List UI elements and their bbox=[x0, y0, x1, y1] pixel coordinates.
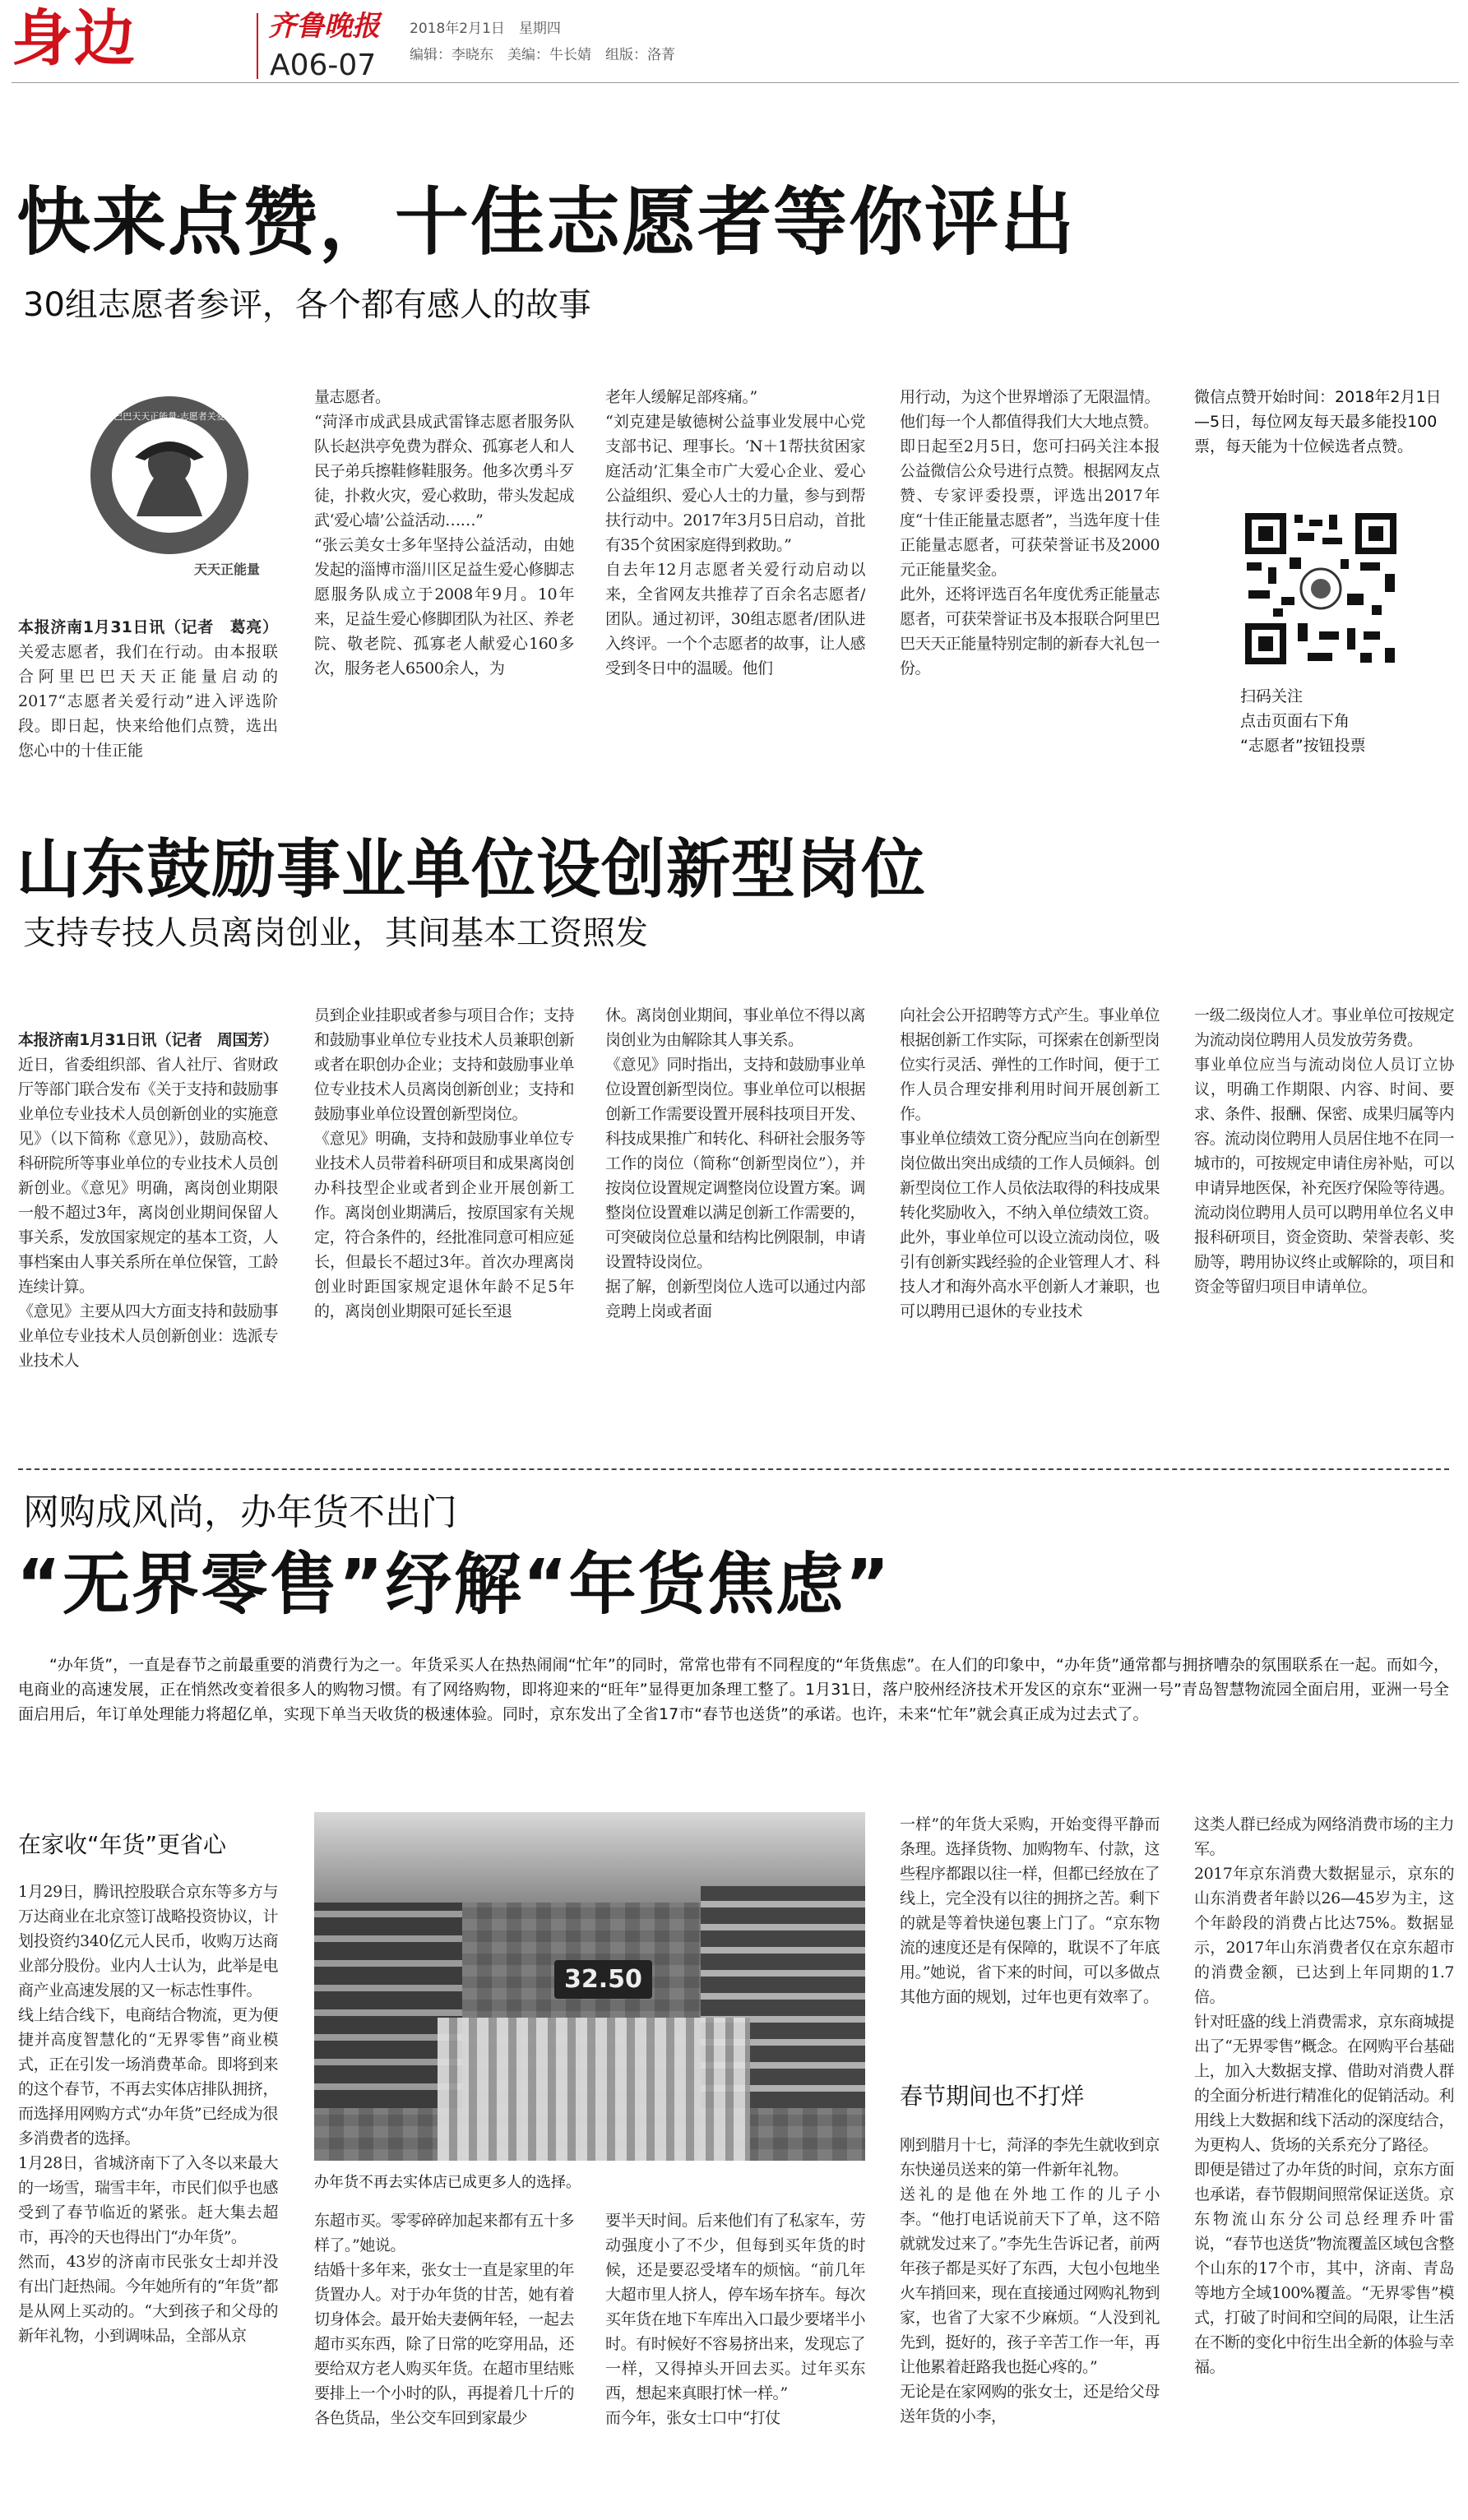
article1-col1 bbox=[18, 590, 278, 853]
paper-logo: 齐鲁晚报 bbox=[268, 10, 380, 43]
article2-col1 bbox=[18, 1003, 278, 1431]
vote-schedule: 微信点赞开始时间：2018年2月1日—5日，每位网友每天最多能投100票，每天能为十位候选者点赞。 bbox=[1194, 388, 1442, 455]
article3-intro: “办年货”，一直是春节之前最重要的消费行为之一。年货采买人在热热闹闹“忙年”的同时，常常也带有不同程度的“年货焦虑”。在人们的印象中，“办年货”通常都与拥挤嘈杂的氛围联系在一起。而如今，电商业的高速发展，正在悄然改变着很多人的购物习惯。有了网络购物，即将迎来的“旺年”显得更加条理工整了。1月31日，落户胶州经济技术开发区的京东“亚洲一号”青岛智慧物流园全面启用，亚洲一号全面启用后，年订单处理能力将超亿单，实现下单当天收货的极速体验。同时，京东发出了全省17市“春节也送货”的承诺。也许，未来“忙年”就会真正成为过去式了。 bbox=[18, 1656, 1449, 1723]
article1-subtitle: 30组志愿者参评，各个都有感人的故事 bbox=[23, 286, 591, 324]
article3-col3: 要半天时间。后来他们有了私家车，劳动强度小了不少，但每到买年货的时候，还是要忍受堵车的烦恼。“前几年大超市里人挤人，停车场车挤车。每次买年货在地下车库出入口最少要堵半小时。有时候好不容易挤出来，发现忘了一样，又得掉头开回去买。过年买东西，想起来真眼打怵一样。” 而今年，张女士口中“打仗 bbox=[605, 2212, 865, 2427]
article2-lead: 本报济南1月31日讯（记者 周国芳） bbox=[18, 1031, 278, 1049]
section-title: 身边 bbox=[12, 3, 137, 74]
article2-col5: 一级二级岗位人才。事业单位可按规定为流动岗位聘用人员发放劳务费。 事业单位应当与流动岗位人员订立协议，明确工作期限、内容、时间、要求、条件、报酬、保密、成果归属等内容。流动岗位聘用人员居住地不在同一城市的，可按规定申请住房补贴，可以申请异地医保，补充医疗保险等待遇。流动岗位聘用人员可以聘用单位名义申报科研项目，资金资助、荣誉表彰、奖励等，聘用协议终止或解除的，项目和资金等留归项目申请单位。 bbox=[1194, 1006, 1454, 1296]
qr-code-icon bbox=[1240, 508, 1401, 669]
issue-date: 2018年2月1日 星期四 bbox=[410, 21, 561, 37]
article3-col4: 一样”的年货大采购，开始变得平静而条理。选择货物、加购物车、付款，这些程序都跟以往一样，但都已经放在了线上，完全没有以往的拥挤之苦。剩下的就是等着快递包裹上门了。“京东物流的速度还是有保障的，耽误不了年底用。”她说，省下来的时间，可以多做点其他方面的规划，过年也更有效率了。 bbox=[900, 1815, 1160, 2006]
page-number: A06-07 bbox=[270, 49, 377, 82]
article1-headline: 快来点赞，十佳志愿者等你评出 bbox=[16, 179, 1076, 266]
article3-col2: 东超市买。零零碎碎加起来都有五十多样了。”她说。 结婚十多年来，张女士一直是家里的年货置办人。对于办年货的甘苦，她有着切身体会。最开始夫妻俩年轻，一起去超市买东西，除了日常的吃穿用品，还要给双方老人购买年货。在超市里结账要排上一个小时的队，再提着几十斤的各色货品，坐公交车回到家最少 bbox=[314, 2212, 574, 2427]
article1-lead: 本报济南1月31日讯（记者 葛亮） bbox=[18, 618, 278, 636]
article2-subtitle: 支持专技人员离岗创业，其间基本工资照发 bbox=[23, 914, 648, 952]
article3-kicker: 网购成风尚，办年货不出门 bbox=[23, 1491, 457, 1533]
photo-counter bbox=[438, 2018, 750, 2161]
masthead-divider bbox=[257, 13, 258, 79]
article3-col4b: 刚到腊月十七，菏泽的李先生就收到京东快递员送来的第一件新年礼物。 送礼的是他在外地工作的儿子小李。“他打电话说前天下了单，这不陪就就发过来了。”李先生告诉记者，前两年孩子都是买好了东西，大包小包地坐火车捎回来，现在直接通过网购礼物到家，也省了大家不少麻烦。“人没到礼先到，挺好的，孩子辛苦工作一年，再让他累着赶路我也挺心疼的。” 无论是在家网购的张女士，还是给父母送年货的小李， bbox=[900, 2136, 1160, 2425]
qr-code bbox=[1240, 508, 1401, 669]
photo-caption: 办年货不再去实体店已成更多人的选择。 bbox=[314, 2174, 581, 2191]
masthead-rule bbox=[12, 82, 1459, 83]
photo-price-sign: 32.50 bbox=[554, 1960, 652, 1999]
article3-col5: 这类人群已经成为网络消费市场的主力军。 2017年京东消费大数据显示，京东的山东消费者年龄以26—45岁为主，这个年龄段的消费占比达75%。数据显示，2017年山东消费者仅在京东超市的消费金额，已达到上年同期的1.7倍。 针对旺盛的线上消费需求，京东商城提出了“无界零售”概念。在网购平台基础上，加入大数据支撑、借助对消费人群的全面分析进行精准化的促销活动。利用线上大数据和线下活动的深度结合，为更构人、货场的关系充分了路径。 即便是错过了办年货的时间，京东方面也承诺，春节假期间照常保证送货。京东物流山东分公司总经理乔叶雷说，“春节也送货”物流覆盖区域包含整个山东的17个市，其中，济南、青岛等地方全域100%覆盖。“无界零售”模式，打破了时间和空间的局限，让生活在不断的变化中衍生出全新的体验与幸福。 bbox=[1194, 1815, 1454, 2376]
qr-caption: 扫码关注 点击页面右下角 “志愿者”按钮投票 bbox=[1240, 687, 1366, 755]
volunteer-logo bbox=[71, 385, 268, 582]
divider-2 bbox=[18, 1468, 1449, 1470]
article1-col4: 用行动，为这个世界增添了无限温情。他们每一个人都值得我们大大地点赞。 即日起至2月5日，您可扫码关注本报公益微信公众号进行点赞。根据网友点赞、专家评委投票，评选出2017年度“十佳正能量志愿者”，当选年度十佳正能量志愿者，可获荣誉证书及2000元正能量奖金。 此外，还将评选百名年度优秀正能量志愿者，可获荣誉证书及本报联合阿里巴巴天天正能量特别定制的新春大礼包一份。 bbox=[900, 388, 1160, 677]
article2-headline: 山东鼓励事业单位设创新型岗位 bbox=[16, 833, 927, 907]
article2-col3: 休。离岗创业期间，事业单位不得以离岗创业为由解除其人事关系。 《意见》同时指出，支持和鼓励事业单位设置创新型岗位。事业单位可以根据创新工作需要设置开展科技项目开发、科技成果推广和转化、科研社会服务等工作的岗位（简称“创新型岗位”），并按岗位设置规定调整岗位设置方案。调整岗位设置难以满足创新工作需要的，可突破岗位总量和结构比例限制，申请设置特设岗位。 据了解，创新型岗位人选可以通过内部竞聘上岗或者面 bbox=[605, 1006, 865, 1320]
article1-col1-text: 关爱志愿者，我们在行动。由本报联合阿里巴巴天天正能量启动的2017“志愿者关爱行动”进入评选阶段。即日起，快来给他们点赞，选出您心中的十佳正能 bbox=[18, 643, 278, 760]
article2-col2: 员到企业挂职或者参与项目合作；支持和鼓励事业单位专业技术人员兼职创新或者在职创办企业；支持和鼓励事业单位专业技术人员离岗创新创业；支持和鼓励事业单位设置创新型岗位。 《意见》明确，支持和鼓励事业单位专业技术人员带着科研项目和成果离岗创办科技型企业或者到企业开展创新工作。离岗创业期满后，按原国家有关规定，符合条件的，经批准同意可相应延长，但最长不超过3年。首次办理离岗创业时距国家规定退休年龄不足5年的，离岗创业期限可延长至退 bbox=[314, 1006, 574, 1320]
article2-col4: 向社会公开招聘等方式产生。事业单位根据创新工作实际，可探索在创新型岗位实行灵活、弹性的工作时间，便于工作人员合理安排利用时间开展创新工作。 事业单位绩效工资分配应当向在创新型岗位做出突出成绩的工作人员倾斜。创新型岗位工作人员依法取得的科技成果转化奖励收入，不纳入单位绩效工资。 此外，事业单位可以设立流动岗位，吸引有创新实践经验的企业管理人才、科技人才和海外高水平创新人才兼职，也可以聘用已退休的专业技术 bbox=[900, 1006, 1160, 1320]
article3-col1: 1月29日，腾讯控股联合京东等多方与万达商业在北京签订战略投资协议，计划投资约340亿元人民币，收购万达商业部分股份。业内人士认为，此举是电商产业高速发展的又一标志性事件。 线上结合线下，电商结合物流，更为便捷并高度智慧化的“无界零售”商业模式，正在引发一场消费革命。即将到来的这个春节，不再去实体店排队拥挤，而选择用网购方式“办年货”已经成为很多消费者的选择。 1月28日，省城济南下了入冬以来最大的一场雪，瑞雪丰年，市民们似乎也感受到了春节临近的紧张。赶大集去超市，再冷的天也得出门“办年货”。 然而，43岁的济南市民张女士却并没有出门赶热闹。今年她所有的“年货”都是从网上买动的。“大到孩子和父母的新年礼物，小到调味品，全部从京 bbox=[18, 1883, 278, 2345]
article2-col1-text: 近日，省委组织部、省人社厅、省财政厅等部门联合发布《关于支持和鼓励事业单位专业技术人员创新创业的实施意见》（以下简称《意见》），鼓励高校、科研院所等事业单位的专业技术人员创新创业。《意见》明确，离岗创业期限一般不超过3年，离岗创业期间保留人事关系，发放国家规定的基本工资，人事档案由人事关系所在单位保管，工龄连续计算。 《意见》主要从四大方面支持和鼓励事业单位专业技术人员创新创业：选派专业技术人 bbox=[18, 1056, 278, 1370]
article3-headline: “无界零售”纾解“年货焦虑” bbox=[16, 1546, 891, 1624]
article3-section2-heading: 春节期间也不打烊 bbox=[900, 2083, 1085, 2110]
volunteer-logo-ring-text: 阿里巴巴天天正能量·志愿者关爱行动 bbox=[95, 411, 243, 422]
article1-col2: 量志愿者。 “菏泽市成武县成武雷锋志愿者服务队队长赵洪亭免费为群众、孤寡老人和人民子弟兵擦鞋修鞋服务。他多次勇斗歹徒，扑救火灾，爱心救助，带头发起成武‘爱心墙’公益活动……” “张云美女士多年坚持公益活动，由她发起的淄博市淄川区足益生爱心修脚志愿服务队成立于2008年9月。10年来，足益生爱心修脚团队为社区、养老院、敬老院、孤寡老人献爱心160多次，服务老人6500余人，为 bbox=[314, 388, 574, 677]
shopping-photo bbox=[314, 1812, 865, 2161]
editor-credits: 编辑：李晓东 美编：牛长婧 组版：洛菁 bbox=[410, 47, 675, 63]
volunteer-logo-brand: 天天正能量 bbox=[194, 562, 261, 577]
article1-col3: 老年人缓解足部疼痛。” “刘克建是敏德树公益事业发展中心党支部书记、理事长。‘N＋1帮扶贫困家庭活动’汇集全市广大爱心企业、爱心公益组织、爱心人士的力量，参与到帮扶行动中。2017年3月5日启动，首批有35个贫困家庭得到救助。” 自去年12月志愿者关爱行动启动以来，全省网友共推荐了百余名志愿者/团队。通过初评，30组志愿者/团队进入终评。一个个志愿者的故事，让人感受到冬日中的温暖。他们 bbox=[605, 388, 865, 677]
article3-section1-heading: 在家收“年货”更省心 bbox=[18, 1831, 227, 1858]
